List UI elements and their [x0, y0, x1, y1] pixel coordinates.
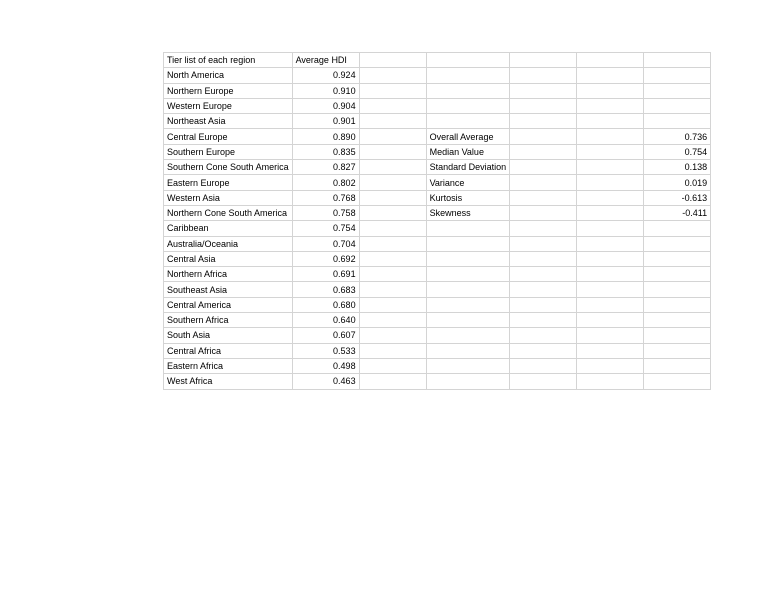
sheet-cell[interactable]: [359, 129, 426, 144]
sheet-cell[interactable]: [510, 221, 577, 236]
hdi-value-cell[interactable]: 0.835: [292, 144, 359, 159]
sheet-cell[interactable]: [644, 83, 711, 98]
stat-value-cell[interactable]: 0.138: [644, 160, 711, 175]
spreadsheet-grid: [163, 52, 711, 390]
sheet-cell[interactable]: [644, 221, 711, 236]
sheet-cell[interactable]: [577, 313, 644, 328]
sheet-cell[interactable]: [426, 114, 510, 129]
hdi-value-cell[interactable]: 0.910: [292, 83, 359, 98]
sheet-cell[interactable]: [426, 313, 510, 328]
sheet-cell[interactable]: [359, 374, 426, 389]
sheet-cell[interactable]: [426, 68, 510, 83]
sheet-cell[interactable]: [510, 313, 577, 328]
sheet-cell[interactable]: [426, 343, 510, 358]
sheet-cell[interactable]: [359, 328, 426, 343]
stat-value-cell[interactable]: 0.754: [644, 144, 711, 159]
table-row: [164, 98, 711, 113]
sheet-cell[interactable]: [577, 205, 644, 220]
sheet-cell[interactable]: [510, 68, 577, 83]
sheet-cell[interactable]: [426, 83, 510, 98]
sheet-cell[interactable]: [644, 267, 711, 282]
hdi-value-cell[interactable]: 0.683: [292, 282, 359, 297]
sheet-cell[interactable]: [359, 236, 426, 251]
sheet-cell[interactable]: [577, 114, 644, 129]
stat-value-cell[interactable]: -0.613: [644, 190, 711, 205]
hdi-value-cell[interactable]: 0.692: [292, 251, 359, 266]
sheet-cell[interactable]: [577, 358, 644, 373]
stat-value-cell[interactable]: 0.019: [644, 175, 711, 190]
stat-label-cell[interactable]: Variance: [426, 175, 510, 190]
stat-label-cell[interactable]: Kurtosis: [426, 190, 510, 205]
sheet-cell[interactable]: [644, 297, 711, 312]
table-row: [164, 114, 711, 129]
sheet-cell[interactable]: [577, 53, 644, 68]
region-cell[interactable]: Southern Africa: [164, 313, 293, 328]
sheet-cell[interactable]: [426, 236, 510, 251]
sheet-cell[interactable]: [577, 190, 644, 205]
table-row: [164, 175, 711, 190]
sheet-cell[interactable]: [359, 160, 426, 175]
hdi-value-cell[interactable]: 0.904: [292, 98, 359, 113]
sheet-cell[interactable]: [510, 83, 577, 98]
sheet-cell[interactable]: [577, 374, 644, 389]
sheet-cell[interactable]: [510, 374, 577, 389]
sheet-cell[interactable]: [359, 144, 426, 159]
sheet-cell[interactable]: [510, 98, 577, 113]
sheet-cell[interactable]: [577, 68, 644, 83]
region-cell[interactable]: Central Asia: [164, 251, 293, 266]
region-cell[interactable]: Eastern Europe: [164, 175, 293, 190]
table-row: [164, 358, 711, 373]
header-cell-region[interactable]: Tier list of each region: [164, 53, 293, 68]
sheet-cell[interactable]: [644, 313, 711, 328]
sheet-cell[interactable]: [577, 221, 644, 236]
sheet-cell[interactable]: [359, 358, 426, 373]
sheet-cell[interactable]: [510, 175, 577, 190]
sheet-cell[interactable]: [426, 374, 510, 389]
region-cell[interactable]: Western Europe: [164, 98, 293, 113]
sheet-cell[interactable]: [577, 129, 644, 144]
sheet-cell[interactable]: [359, 282, 426, 297]
region-cell[interactable]: Southern Cone South America: [164, 160, 293, 175]
sheet-cell[interactable]: [426, 53, 510, 68]
sheet-cell[interactable]: [510, 53, 577, 68]
table-row: [164, 328, 711, 343]
sheet-cell[interactable]: [510, 282, 577, 297]
hdi-value-cell[interactable]: 0.640: [292, 313, 359, 328]
stat-label-cell[interactable]: Standard Deviation: [426, 160, 510, 175]
sheet-cell[interactable]: [510, 190, 577, 205]
table-row: [164, 297, 711, 312]
table-row: [164, 190, 711, 205]
table-row: [164, 68, 711, 83]
sheet-cell[interactable]: [510, 343, 577, 358]
sheet-cell[interactable]: [577, 98, 644, 113]
stat-value-cell[interactable]: 0.736: [644, 129, 711, 144]
sheet-cell[interactable]: [577, 251, 644, 266]
sheet-cell[interactable]: [644, 236, 711, 251]
sheet-cell[interactable]: [644, 53, 711, 68]
sheet-cell[interactable]: [510, 129, 577, 144]
sheet-cell[interactable]: [644, 251, 711, 266]
stat-label-cell[interactable]: Skewness: [426, 205, 510, 220]
region-cell[interactable]: Caribbean: [164, 221, 293, 236]
sheet-cell[interactable]: [577, 343, 644, 358]
hdi-value-cell[interactable]: 0.802: [292, 175, 359, 190]
sheet-cell[interactable]: [577, 175, 644, 190]
sheet-cell[interactable]: [510, 160, 577, 175]
hdi-value-cell[interactable]: 0.901: [292, 114, 359, 129]
sheet-cell[interactable]: [644, 374, 711, 389]
sheet-cell[interactable]: [359, 343, 426, 358]
sheet-cell[interactable]: [359, 205, 426, 220]
hdi-value-cell[interactable]: 0.768: [292, 190, 359, 205]
sheet-cell[interactable]: [510, 251, 577, 266]
region-cell[interactable]: Central America: [164, 297, 293, 312]
sheet-cell[interactable]: [426, 282, 510, 297]
sheet-cell[interactable]: [426, 358, 510, 373]
sheet-cell[interactable]: [426, 297, 510, 312]
stat-value-cell[interactable]: -0.411: [644, 205, 711, 220]
hdi-value-cell[interactable]: 0.607: [292, 328, 359, 343]
table-row: [164, 83, 711, 98]
table-row: [164, 160, 711, 175]
sheet-cell[interactable]: [359, 68, 426, 83]
sheet-cell[interactable]: [359, 190, 426, 205]
sheet-cell[interactable]: [644, 328, 711, 343]
hdi-value-cell[interactable]: 0.691: [292, 267, 359, 282]
sheet-cell[interactable]: [644, 98, 711, 113]
table-row: [164, 251, 711, 266]
region-cell[interactable]: Eastern Africa: [164, 358, 293, 373]
hdi-value-cell[interactable]: 0.704: [292, 236, 359, 251]
sheet-cell[interactable]: [426, 221, 510, 236]
sheet-cell[interactable]: [644, 358, 711, 373]
sheet-cell[interactable]: [359, 313, 426, 328]
hdi-value-cell[interactable]: 0.924: [292, 68, 359, 83]
region-cell[interactable]: West Africa: [164, 374, 293, 389]
hdi-value-cell[interactable]: 0.463: [292, 374, 359, 389]
sheet-cell[interactable]: [577, 236, 644, 251]
sheet-cell[interactable]: [426, 98, 510, 113]
sheet-cell[interactable]: [359, 98, 426, 113]
sheet-cell[interactable]: [359, 221, 426, 236]
sheet-cell[interactable]: [426, 251, 510, 266]
table-row: [164, 313, 711, 328]
sheet-cell[interactable]: [359, 297, 426, 312]
sheet-cell[interactable]: [426, 267, 510, 282]
region-cell[interactable]: Central Europe: [164, 129, 293, 144]
sheet-cell[interactable]: [577, 160, 644, 175]
sheet-cell[interactable]: [359, 83, 426, 98]
sheet-cell[interactable]: [644, 68, 711, 83]
region-cell[interactable]: North America: [164, 68, 293, 83]
region-cell[interactable]: Southeast Asia: [164, 282, 293, 297]
sheet-cell[interactable]: [510, 358, 577, 373]
region-cell[interactable]: Northern Europe: [164, 83, 293, 98]
sheet-cell[interactable]: [577, 282, 644, 297]
header-cell-hdi[interactable]: Average HDI: [292, 53, 359, 68]
region-cell[interactable]: Northern Cone South America: [164, 205, 293, 220]
hdi-value-cell[interactable]: 0.680: [292, 297, 359, 312]
hdi-value-cell[interactable]: 0.758: [292, 205, 359, 220]
hdi-value-cell[interactable]: 0.533: [292, 343, 359, 358]
sheet-cell[interactable]: [577, 83, 644, 98]
sheet-cell[interactable]: [644, 282, 711, 297]
sheet-cell[interactable]: [644, 343, 711, 358]
sheet-cell[interactable]: [510, 267, 577, 282]
sheet-cell[interactable]: [644, 114, 711, 129]
table-row: [164, 267, 711, 282]
sheet-cell[interactable]: [510, 236, 577, 251]
table-row: [164, 343, 711, 358]
region-cell[interactable]: Western Asia: [164, 190, 293, 205]
sheet-cell[interactable]: [510, 144, 577, 159]
table-row: [164, 221, 711, 236]
hdi-value-cell[interactable]: 0.498: [292, 358, 359, 373]
region-cell[interactable]: Southern Europe: [164, 144, 293, 159]
sheet-cell[interactable]: [577, 144, 644, 159]
hdi-value-cell[interactable]: 0.754: [292, 221, 359, 236]
region-cell[interactable]: South Asia: [164, 328, 293, 343]
sheet-cell[interactable]: [359, 114, 426, 129]
sheet-cell[interactable]: [426, 328, 510, 343]
table-row: [164, 144, 711, 159]
stat-label-cell[interactable]: Overall Average: [426, 129, 510, 144]
table-row: [164, 282, 711, 297]
header-row: [164, 53, 711, 68]
region-cell[interactable]: Northeast Asia: [164, 114, 293, 129]
stat-label-cell[interactable]: Median Value: [426, 144, 510, 159]
sheet-cell[interactable]: [577, 328, 644, 343]
sheet-cell[interactable]: [359, 267, 426, 282]
region-cell[interactable]: Northern Africa: [164, 267, 293, 282]
sheet-cell[interactable]: [510, 328, 577, 343]
sheet-cell[interactable]: [359, 251, 426, 266]
region-cell[interactable]: Central Africa: [164, 343, 293, 358]
hdi-value-cell[interactable]: 0.890: [292, 129, 359, 144]
sheet-cell[interactable]: [510, 205, 577, 220]
spreadsheet-body: [164, 53, 711, 390]
sheet-cell[interactable]: [577, 297, 644, 312]
table-row: [164, 205, 711, 220]
hdi-value-cell[interactable]: 0.827: [292, 160, 359, 175]
sheet-cell[interactable]: [359, 175, 426, 190]
table-row: [164, 129, 711, 144]
table-row: [164, 374, 711, 389]
sheet-cell[interactable]: [577, 267, 644, 282]
table-row: [164, 236, 711, 251]
sheet-cell[interactable]: [359, 53, 426, 68]
region-cell[interactable]: Australia/Oceania: [164, 236, 293, 251]
sheet-cell[interactable]: [510, 114, 577, 129]
sheet-cell[interactable]: [510, 297, 577, 312]
